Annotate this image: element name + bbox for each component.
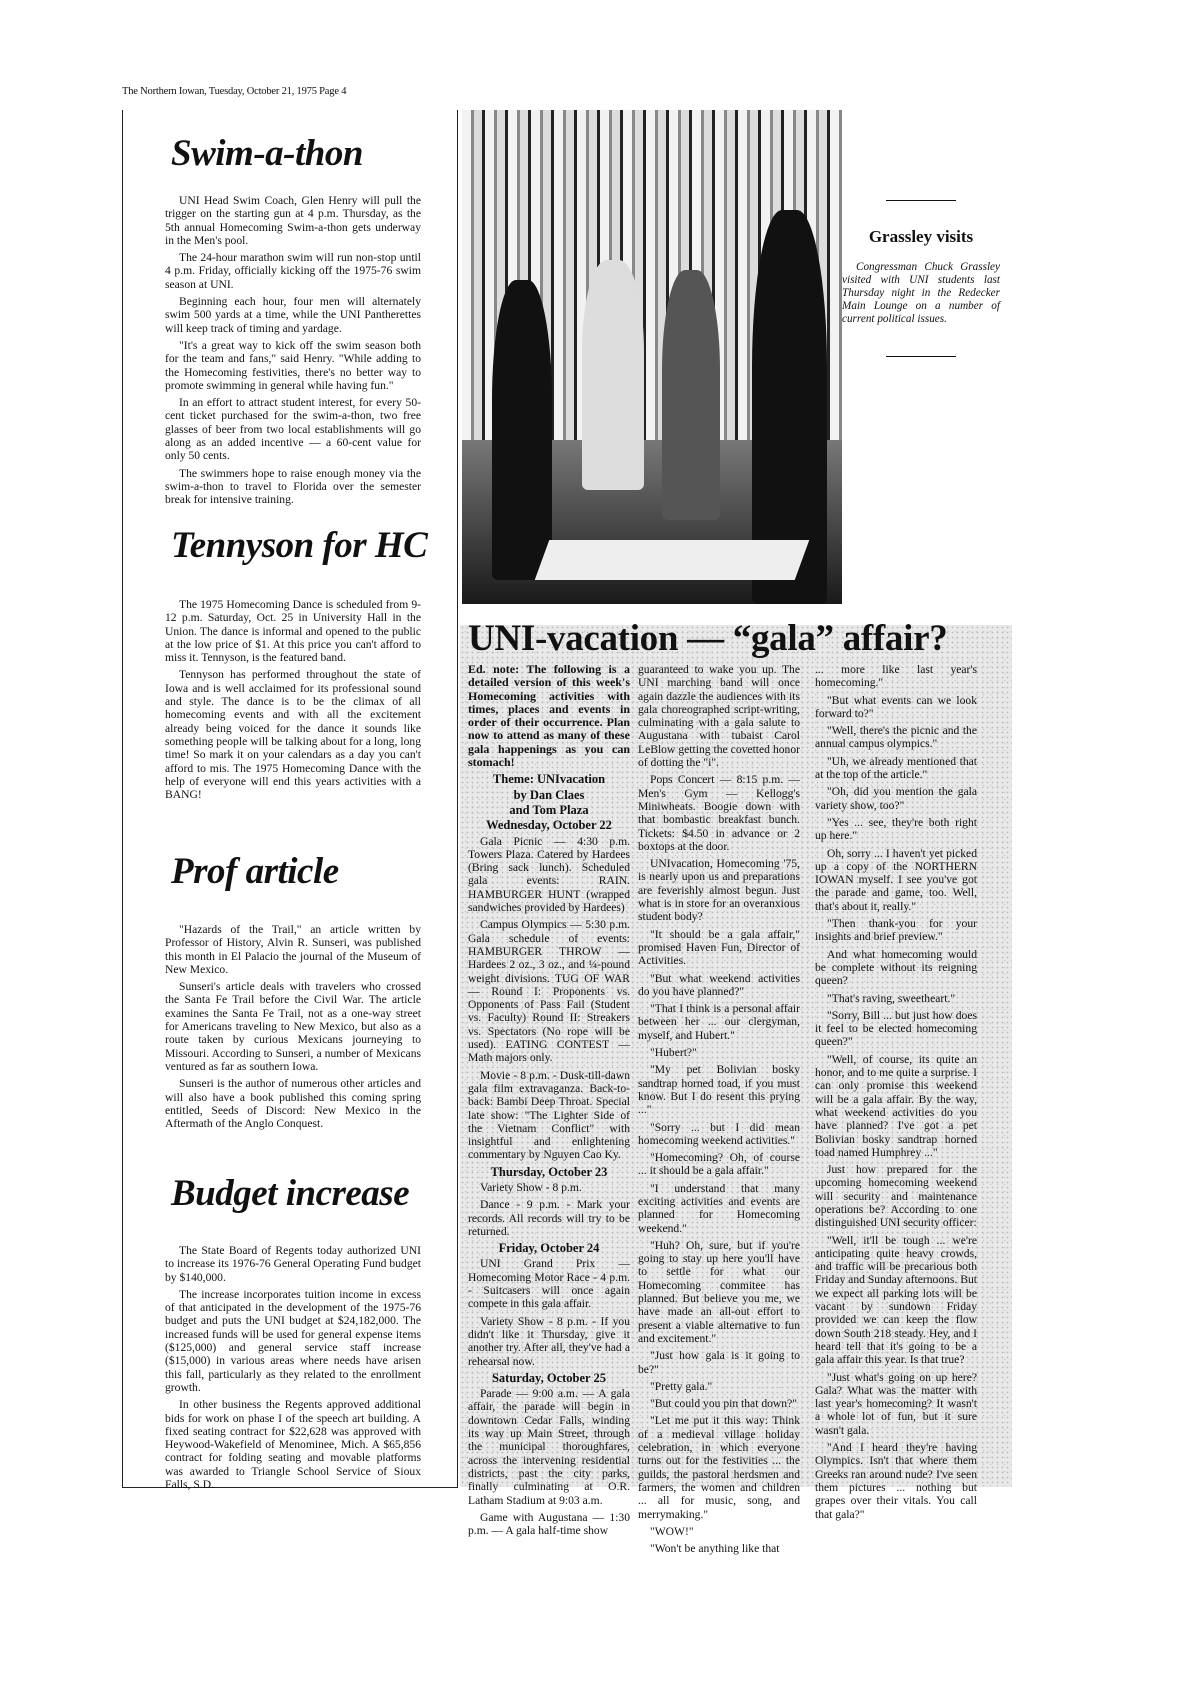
feature-paragraph: Movie - 8 p.m. - Dusk-till-dawn gala film extravaganza. Back-to-back: Bambi Deep Throat. Special late show: "The Lighter Side of the Vietnam Conflict" with insightful and enlightening commentary by Nguyen Cao Ky. (468, 1068, 630, 1162)
article-body (165, 598, 421, 805)
feature-paragraph: "Let me put it this way: Think of a medieval village holiday celebration, in which everyone turns out for the festivities ... the guilds, the pastoral herdsmen and farmers, the women and children ... all for music, song, and merrymaking." (638, 1414, 800, 1521)
feature-paragraph: Oh, sorry ... I haven't yet picked up a copy of the NORTHERN IOWAN myself. I see you've got the parade and game, too. Well, that's about it, really." (815, 846, 977, 913)
section-subhead: Theme: UNIvacation (492, 772, 606, 787)
feature-paragraph: "WOW!" (650, 1524, 694, 1538)
article-paragraph: The 1975 Homecoming Dance is scheduled from 9-12 p.m. Saturday, Oct. 25 in University Hall in the Union. The dance is informal and opened to the public at the low price of $1. At this price you can't afford to miss it. Tennyson, is the featured band. (165, 598, 421, 665)
section-subhead: Wednesday, October 22 (486, 818, 612, 833)
feature-paragraph: "Then thank-you for your insights and brief preview." (815, 917, 977, 944)
feature-paragraph: "Hubert?" (650, 1046, 697, 1060)
section-subhead: Saturday, October 25 (491, 1370, 606, 1385)
article-paragraph: "Hazards of the Trail," an article written by Professor of History, Alvin R. Sunseri, was published this month in El Palacio the journal of the Museum of New Mexico. (165, 923, 421, 976)
article-paragraph: The increase incorporates tuition income in excess of that anticipated in the development of the 1975-76 budget and puts the UNI budget at $24,182,000. The increased funds will be used for general expense items ($125,000) and general service staff increase ($15,000) in various areas where needs have arisen this fall, particularly as they related to the enrollment growth. (165, 1287, 421, 1394)
divider (886, 200, 956, 201)
feature-column (638, 663, 800, 1559)
article-paragraph: The swimmers hope to raise enough money via the swim-a-thon to travel to Florida over the semester break for intensive training. (165, 466, 421, 507)
divider (886, 356, 956, 357)
article-paragraph: Tennyson has performed throughout the state of Iowa and is well acclaimed for its professional sound and style. The dance is to be the climax of all homecoming events and with all the excitement already being voiced for the dance it sounds like something people will be talking about for a long, long time! So mark it on your calendars as a day you can't afford to mis. The 1975 Homecoming Dance with the help of everyone will end this years activities with a BANG! (165, 668, 421, 802)
feature-paragraph: "Yes ... see, they're both right up here." (815, 815, 977, 843)
article-paragraph: The 24-hour marathon swim will run non-stop until 4 p.m. Friday, officially kicking off the 1975-76 swim season at UNI. (165, 251, 421, 291)
feature-paragraph: "It should be a gala affair," promised Haven Fun, Director of Activities. (638, 927, 800, 968)
feature-paragraph: "Sorry, Bill ... but just how does it feel to be elected homecoming queen?" (815, 1008, 977, 1049)
feature-paragraph: "Huh? Oh, sure, but if you're going to stay up here you'll have to settle for what our Homecoming commitee has planned. But believe you me, we have made an all-out effort to present a viable alternative to fun and excitement." (638, 1238, 800, 1345)
feature-paragraph: "Pretty gala." (650, 1379, 713, 1393)
article-headline: Budget increase (171, 1173, 410, 1214)
caption-title: Grassley visits (868, 227, 974, 246)
article-headline: Prof article (171, 851, 339, 892)
left-column (122, 110, 458, 1492)
photo-caption (842, 200, 1000, 357)
feature-paragraph: Variety Show - 8 p.m. (480, 1180, 582, 1194)
section-subhead: Friday, October 24 (498, 1241, 600, 1256)
caption-text: Congressman Chuck Grassley visited with UNI students last Thursday night in the Redecker Main Lounge on a number of current political issues. (842, 261, 1000, 325)
feature-paragraph: "I understand that many exciting activities and events are planned for Homecoming weekend." (638, 1181, 800, 1235)
article-paragraph: In an effort to attract student interest, for every 50-cent ticket purchased for the swim-a-thon, two free glasses of beer from two local establishments will go along as an added incentive — a 60-cent value for only 50 cents. (165, 396, 421, 463)
feature-paragraph: "Well, it'll be tough ... we're anticipating quite heavy crowds, and traffic will be precarious both Friday and Sunday afternoons. But we expect all parking lots will be vacant by sundown Friday provided we can keep the flow down South 218 steady. Hey, and I heard tell that it's going to be a gala affair this year. Is that true? (815, 1233, 977, 1367)
feature-paragraph: Parade — 9:00 a.m. — A gala affair, the parade will begin in downtown Cedar Falls, winding its way up Main Street, through the municipal thoroughfares, across the intervening residential districts, past the city parks, finally culminating at O.R. Latham Stadium at 9:03 a.m. (468, 1387, 630, 1507)
article-paragraph: Sunseri is the author of numerous other articles and will also have a book published this coming spring entitled, Seeds of Discord: New Mexico in the Aftermath of the Anglo Conquest. (165, 1077, 421, 1131)
feature-paragraph: "Just how gala is it going to be?" (638, 1349, 800, 1376)
article-body (165, 194, 421, 511)
feature-headline: UNI-vacation — “gala” affair? (468, 618, 948, 659)
article-headline: Swim-a-thon (171, 133, 363, 174)
feature-paragraph: "Homecoming? Oh, of course ... it should be a gala affair." (638, 1151, 800, 1178)
section-subhead: and Tom Plaza (509, 802, 589, 817)
feature-paragraph: "And I heard they're having Olympics. Isn't that where them Greeks ran around nude? I've seen them pictures ... nothing but grapes over their vitals. You call that gala?" (815, 1441, 977, 1521)
feature-paragraph: "That's raving, sweetheart." (827, 991, 956, 1005)
feature-paragraph: Pops Concert — 8:15 p.m. — Men's Gym — Kellogg's Miniwheats. Boogie down with that bombastic breakfast bunch. Tickets: $4.50 in advance or 2 boxtops at the door. (638, 773, 800, 853)
feature-paragraph: Game with Augustana — 1:30 p.m. — A gala half-time show (468, 1510, 630, 1538)
feature-paragraph: ... more like last year's homecoming." (815, 663, 977, 690)
section-subhead: by Dan Claes (513, 787, 585, 802)
editor-note: Ed. note: The following is a detailed version of this week's Homecoming activities with times, places and events in order of their occurrence. Plan now to attend as many of these gala happenings as you can stomach! (468, 662, 630, 770)
article-paragraph: The State Board of Regents today authorized UNI to increase its 1976-76 General Operating Fund budget by $140,000. (165, 1244, 421, 1284)
article-paragraph: Sunseri's article deals with travelers who crossed the Santa Fe Trail before the Civil War. The article examines the Santa Fe Trail, not as a one-way street for Americans traveling to New Mexico, but also as a route taken by curious Mexicans journeying to Missouri. According to Sunseri, a number of Mexicans ventured as far as southern Iowa. (165, 980, 421, 1073)
feature-paragraph: Gala Picnic — 4:30 p.m. Towers Plaza. Catered by Hardees (Bring sack lunch). Scheduled gala events: RAIN. HAMBURGER HUNT (wrapped sandwiches provided by Hardees) (468, 834, 630, 915)
article-body (165, 923, 421, 1134)
feature-paragraph: "That I think is a personal affair between her ... our clergyman, myself, and Hubert." (638, 1002, 800, 1042)
feature-paragraph: "My pet Bolivian bosky sandtrap horned toad, if you must know. But I do resent this prying ..." (638, 1063, 800, 1117)
feature-paragraph: "Oh, did you mention the gala variety show, too?" (815, 785, 977, 812)
feature-column (815, 663, 977, 1525)
feature-paragraph: UNIvacation, Homecoming '75, is nearly upon us and preparations are feverishly almost begun. Just what is in store for an overanxious student body? (638, 857, 800, 924)
feature-paragraph: "But what events can we look forward to?" (815, 693, 977, 720)
feature-paragraph: And what homecoming would be complete without its reigning queen? (815, 947, 977, 988)
feature-column (468, 663, 630, 1541)
feature-paragraph: Variety Show - 8 p.m. - If you didn't like it Thursday, give it another try. After all, they've had a rehearsal now. (468, 1314, 630, 1368)
feature-paragraph: "But what weekend activities do you have planned?" (638, 971, 800, 998)
feature-paragraph: "But could you pin that down?" (650, 1397, 797, 1411)
feature-article (460, 618, 1012, 1556)
article-paragraph: Beginning each hour, four men will alternately swim 500 yards at a time, while the UNI Pantherettes will keep track of timing and yardage. (165, 295, 421, 335)
section-subhead: Thursday, October 23 (490, 1164, 608, 1179)
article-headline: Tennyson for HC (171, 525, 428, 566)
feature-paragraph: "Just what's going on up here? Gala? What was the matter with last year's homecoming? It wasn't a whole lot of fun, but it sure wasn't gala. (815, 1370, 977, 1437)
article-body (165, 1244, 421, 1495)
feature-paragraph: "Well, of course, its quite an honor, and to me quite a surprise. I can only promise this weekend will be a gala affair. By the way, what weekend activities do you have planned? I've got a pet Bolivian bosky sandtrap horned toad named Humphrey ..." (815, 1052, 977, 1159)
feature-paragraph: "Sorry ... but I did mean homecoming weekend activities." (638, 1120, 800, 1147)
article-paragraph: In other business the Regents approved additional bids for work on phase I of the speech art building. A fixed seating contract for $22,628 was approved with Heywood-Wakefield of Menominee, Mich. A $65,856 contract for folding seating and movable platforms was awarded to Triangle School Service of Sioux Falls, S.D. (165, 1398, 421, 1492)
feature-paragraph: "Uh, we already mentioned that at the top of the article." (815, 754, 977, 782)
feature-paragraph: guaranteed to wake you up. The UNI marching band will once again dazzle the audiences with its gala choreographed script-writing, culminating with a gala salute to Augustana with tubaist Carol LeBlow getting the covetted honor of dotting the "i". (638, 663, 800, 770)
news-photo (462, 110, 842, 604)
masthead: The Northern Iowan, Tuesday, October 21, 1975 Page 4 (122, 86, 347, 97)
feature-paragraph: "Well, there's the picnic and the annual campus olympics." (815, 724, 977, 751)
article-paragraph: "It's a great way to kick off the swim season both for the team and fans," said Henry. "While adding to the Homecoming festivities, there's no better way to promote swimming in general while having fun." (165, 338, 421, 392)
feature-paragraph: Just how prepared for the upcoming homecoming weekend will security and maintenance operations be? According to one distinguished UNI security officer: (815, 1163, 977, 1230)
feature-paragraph: Campus Olympics — 5:30 p.m. Gala schedule of events: HAMBURGER THROW — Hardees 2 oz., 3 oz., and ¼-pound weight divisions. TUG OF WAR — Round I: Proponents vs. Opponents of Pass Fail (Student vs. Faculty) Round II: Streakers vs. Spectators (No rope will be used). EATING CONTEST — Math majors only. (468, 918, 630, 1065)
feature-paragraph: Dance - 9 p.m. - Mark your records. All records will try to be returned. (468, 1198, 630, 1238)
article-paragraph: UNI Head Swim Coach, Glen Henry will pull the trigger on the starting gun at 4 p.m. Thursday, as the 5th annual Homecoming Swim-a-thon gets underway in the Men's pool. (165, 194, 421, 247)
feature-paragraph: "Won't be anything like that (650, 1542, 780, 1556)
feature-paragraph: UNI Grand Prix — Homecoming Motor Race - 4 p.m. - Suitcasers will once again compete in this gala affair. (468, 1257, 630, 1311)
